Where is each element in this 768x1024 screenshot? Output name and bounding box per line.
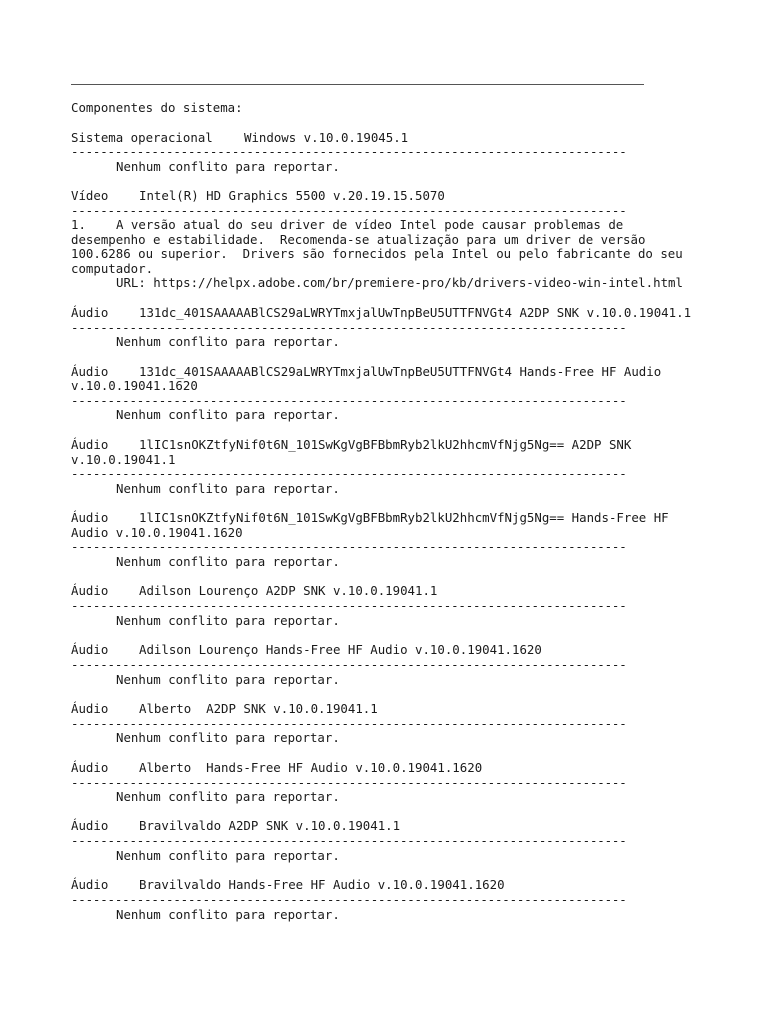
issue-number: 1. bbox=[71, 217, 86, 232]
category-label: Áudio bbox=[71, 760, 109, 775]
section-header-audio bbox=[71, 702, 378, 717]
issue-line bbox=[71, 218, 623, 233]
issue-text-line: 100.6286 ou superior. Drivers são fornecidos pela Intel ou pelo fabricante do seu bbox=[71, 246, 683, 261]
component-name: 1lIC1snOKZtfyNif0t6N_101SwKgVgBFBbmRyb2lkU2hhcmVfNjg5Ng== Hands-Free HF bbox=[139, 510, 669, 525]
separator: ---------------------------------------------------------------------------- bbox=[71, 834, 627, 848]
category-label: Áudio bbox=[71, 583, 109, 598]
component-name: Windows v.10.0.19045.1 bbox=[244, 130, 409, 145]
category-label: Áudio bbox=[71, 364, 109, 379]
component-name: Bravilvaldo Hands-Free HF Audio v.10.0.19041.1620 bbox=[139, 877, 505, 892]
component-name: Bravilvaldo A2DP SNK v.10.0.19041.1 bbox=[139, 818, 401, 833]
separator: ---------------------------------------------------------------------------- bbox=[71, 145, 627, 159]
category-label: Sistema operacional bbox=[71, 130, 213, 145]
status-line: Nenhum conflito para reportar. bbox=[116, 407, 340, 422]
separator: ---------------------------------------------------------------------------- bbox=[71, 321, 627, 335]
separator: ---------------------------------------------------------------------------- bbox=[71, 717, 627, 731]
status-line: Nenhum conflito para reportar. bbox=[116, 334, 340, 349]
issue-url[interactable]: URL: https://helpx.adobe.com/br/premiere-pro/kb/drivers-video-win-intel.html bbox=[116, 275, 683, 290]
component-name-cont: v.10.0.19041.1620 bbox=[71, 378, 198, 393]
separator: ---------------------------------------------------------------------------- bbox=[71, 893, 627, 907]
status-line: Nenhum conflito para reportar. bbox=[116, 613, 340, 628]
section-header-video bbox=[71, 189, 445, 204]
category-label: Vídeo bbox=[71, 188, 109, 203]
section-header-audio bbox=[71, 761, 482, 776]
category-label: Áudio bbox=[71, 437, 109, 452]
section-header-audio bbox=[71, 306, 691, 321]
separator: ---------------------------------------------------------------------------- bbox=[71, 204, 627, 218]
status-line: Nenhum conflito para reportar. bbox=[116, 481, 340, 496]
section-header-audio bbox=[71, 584, 437, 599]
separator: ---------------------------------------------------------------------------- bbox=[71, 540, 627, 554]
status-line: Nenhum conflito para reportar. bbox=[116, 730, 340, 745]
component-name-cont: Audio v.10.0.19041.1620 bbox=[71, 525, 243, 540]
component-name: Alberto Hands-Free HF Audio v.10.0.19041.1620 bbox=[139, 760, 483, 775]
issue-text-line: desempenho e estabilidade. Recomenda-se atualização para um driver de versão bbox=[71, 232, 646, 247]
status-line: Nenhum conflito para reportar. bbox=[116, 789, 340, 804]
separator: ---------------------------------------------------------------------------- bbox=[71, 467, 627, 481]
category-label: Áudio bbox=[71, 701, 109, 716]
separator: ---------------------------------------------------------------------------- bbox=[71, 776, 627, 790]
component-name: Intel(R) HD Graphics 5500 v.20.19.15.5070 bbox=[139, 188, 445, 203]
section-header-audio bbox=[71, 438, 631, 453]
component-name: Adilson Lourenço Hands-Free HF Audio v.10.0.19041.1620 bbox=[139, 642, 542, 657]
section-header-os bbox=[71, 131, 408, 146]
category-label: Áudio bbox=[71, 305, 109, 320]
issue-text-line: computador. bbox=[71, 261, 154, 276]
component-name-cont: v.10.0.19041.1 bbox=[71, 452, 176, 467]
component-name: 131dc_401SAAAAABlCS29aLWRYTmxjalUwTnpBeU5UTTFNVGt4 A2DP SNK v.10.0.19041.1 bbox=[139, 305, 692, 320]
category-label: Áudio bbox=[71, 818, 109, 833]
component-name: Alberto A2DP SNK v.10.0.19041.1 bbox=[139, 701, 378, 716]
section-header-audio bbox=[71, 878, 505, 893]
category-label: Áudio bbox=[71, 877, 109, 892]
status-line: Nenhum conflito para reportar. bbox=[116, 159, 340, 174]
status-line: Nenhum conflito para reportar. bbox=[116, 554, 340, 569]
status-line: Nenhum conflito para reportar. bbox=[116, 672, 340, 687]
status-line: Nenhum conflito para reportar. bbox=[116, 907, 340, 922]
separator: ---------------------------------------------------------------------------- bbox=[71, 658, 627, 672]
top-horizontal-rule bbox=[71, 84, 644, 85]
category-label: Áudio bbox=[71, 642, 109, 657]
section-header-audio bbox=[71, 819, 400, 834]
separator: ---------------------------------------------------------------------------- bbox=[71, 394, 627, 408]
component-name: 1lIC1snOKZtfyNif0t6N_101SwKgVgBFBbmRyb2lkU2hhcmVfNjg5Ng== A2DP SNK bbox=[139, 437, 632, 452]
status-line: Nenhum conflito para reportar. bbox=[116, 848, 340, 863]
separator: ---------------------------------------------------------------------------- bbox=[71, 599, 627, 613]
component-name: Adilson Lourenço A2DP SNK v.10.0.19041.1 bbox=[139, 583, 438, 598]
page-title: Componentes do sistema: bbox=[71, 100, 243, 115]
component-name: 131dc_401SAAAAABlCS29aLWRYTmxjalUwTnpBeU5UTTFNVGt4 Hands-Free HF Audio bbox=[139, 364, 662, 379]
issue-text: A versão atual do seu driver de vídeo Intel pode causar problemas de bbox=[116, 217, 624, 232]
section-header-audio bbox=[71, 643, 542, 658]
section-header-audio bbox=[71, 511, 669, 526]
category-label: Áudio bbox=[71, 510, 109, 525]
